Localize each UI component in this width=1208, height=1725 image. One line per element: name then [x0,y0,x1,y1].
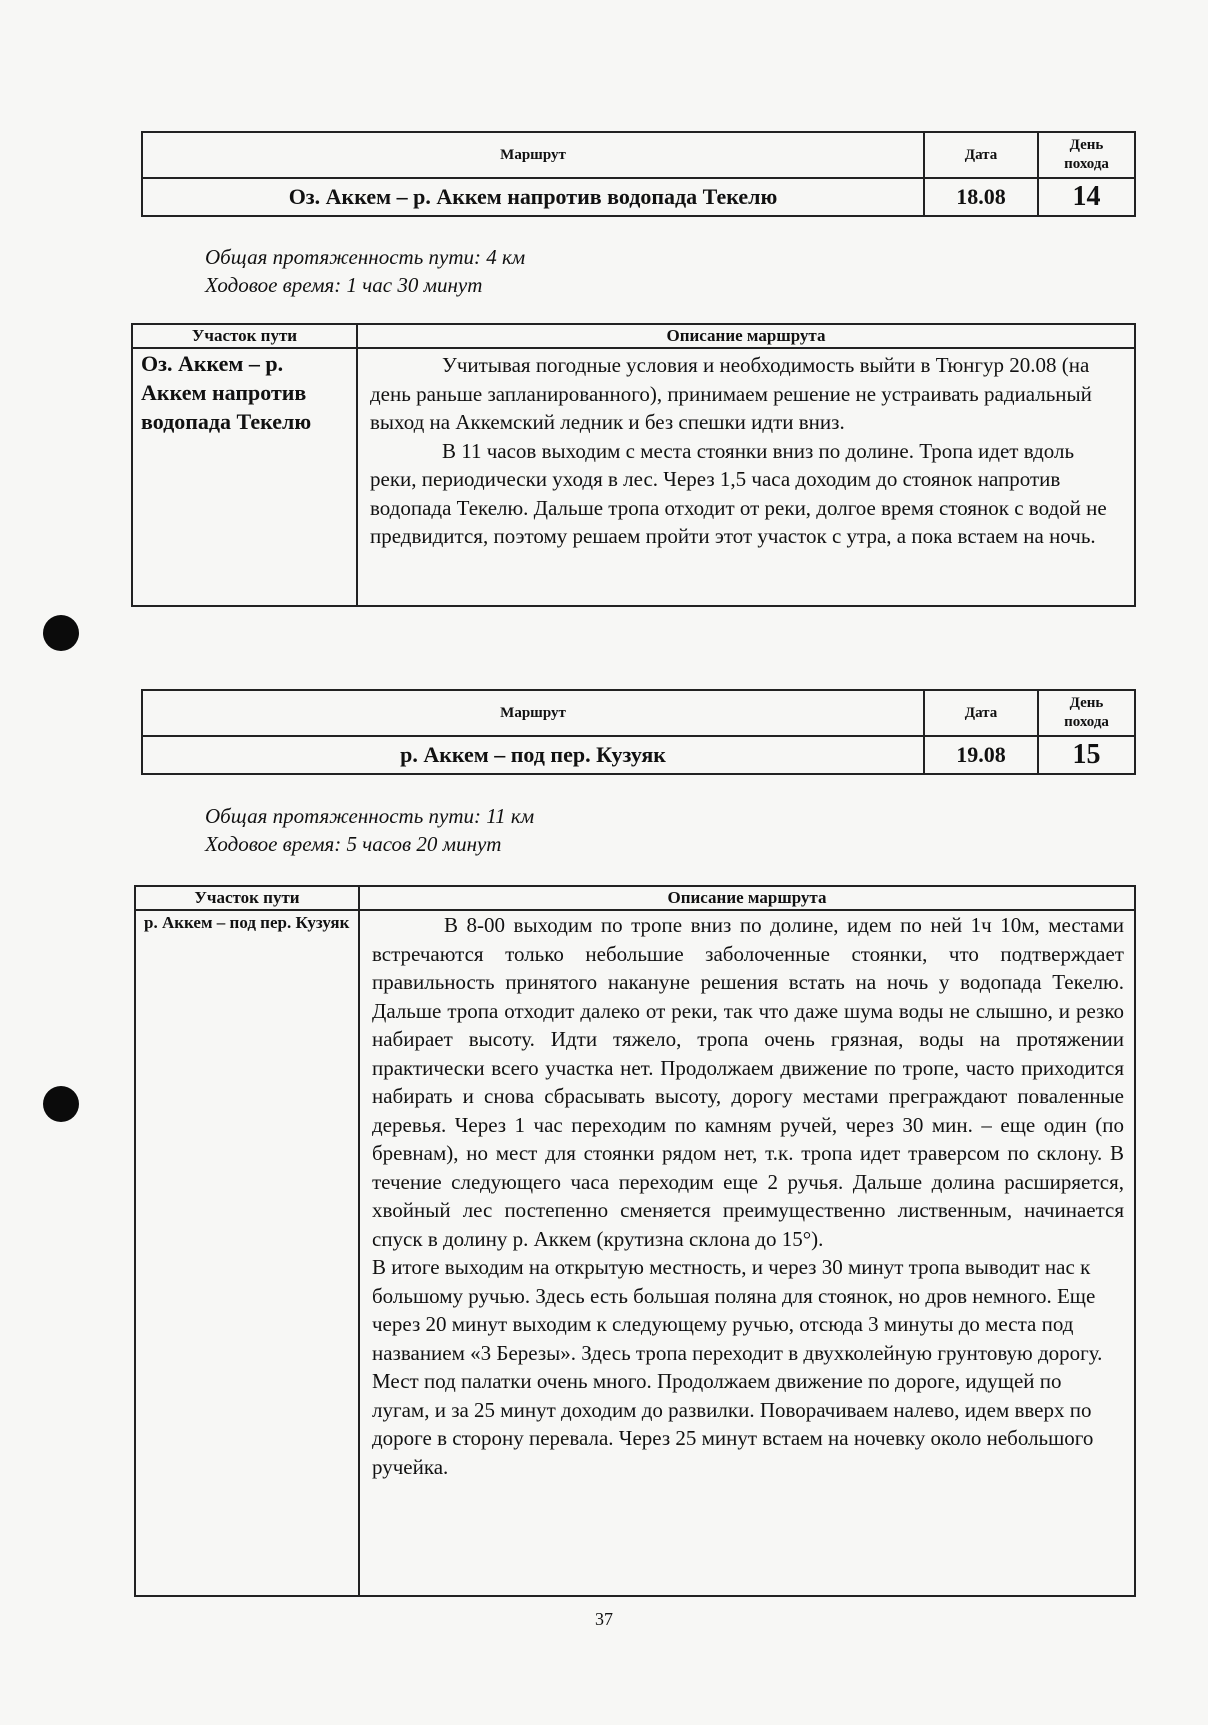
description-paragraph: В итоге выходим на открытую местность, и через 30 минут тропа выводит нас к большому ручью. Здесь есть большая поляна для стоянок, но дров немного. Еще через 20 минут выходим к следующему ручью, отсюда 3 минуты до места под названием «3 Березы». Здесь тропа переходит в двухколейную грунтовую дорогу. Мест под палатки очень много. Продолжаем движение по дороге, идущей по лугам, и за 25 минут доходим до развилки. Поворачиваем налево, идем вверх по дороге в сторону перевала. Через 25 минут встаем на ночевку около небольшого ручейка. [372,1255,1103,1479]
date-column-header: Дата [924,690,1038,736]
route-description-table-day14 [131,323,1136,607]
day-number: 15 [1038,736,1135,774]
route-segment: р. Аккем – под пер. Кузуяк [135,910,359,1596]
route-summary-day15 [205,802,534,858]
binder-hole-lower [43,1086,79,1122]
route-name: Оз. Аккем – р. Аккем напротив водопада Текелю [142,178,924,216]
day-column-header: День похода [1038,690,1135,736]
route-name: р. Аккем – под пер. Кузуяк [142,736,924,774]
walking-time: Ходовое время: 1 час 30 минут [205,273,483,297]
total-distance: Общая протяженность пути: 4 км [205,245,526,269]
description-paragraph: Учитывая погодные условия и необходимость выйти в Тюнгур 20.08 (на день раньше запланированного), принимаем решение не устраивать радиальный выход на Аккемский ледник и без спешки идти вниз. [370,353,1092,434]
route-column-header: Маршрут [142,132,924,178]
route-description [359,910,1135,1596]
segment-column-header: Участок пути [132,324,357,348]
route-date: 18.08 [924,178,1038,216]
description-column-header: Описание маршрута [357,324,1135,348]
total-distance: Общая протяженность пути: 11 км [205,804,535,828]
route-header-table-day15 [141,689,1136,775]
binder-hole-upper [43,615,79,651]
segment-column-header: Участок пути [135,886,359,910]
description-paragraph: В 8-00 выходим по тропе вниз по долине, идем по ней 1ч 10м, местами встречаются только небольшие заболоченные стоянки, что подтверждает правильность принятого накануне решения встать на ночь у водопада Текелю. Дальше тропа отходит далеко от реки, так что даже шума воды не слышно, и резко набирает высоту. Идти тяжело, тропа очень грязная, воды на протяжении практически всего участка нет. Продолжаем движение по тропе, часто приходится набирать и снова сбрасывать высоту, дорогу местами преграждают поваленные деревья. Через 1 час переходим по камням ручей, через 30 мин. – еще один (по бревнам), но мест для стоянки рядом нет, т.к. тропа идет траверсом по склону. В течение следующего часа переходим еще 2 ручья. Дальше долина расширяется, хвойный лес постепенно сменяется преимущественно лиственным, начинается спуск в долину р. Аккем (крутизна склона до 15°). [372,913,1124,1251]
route-description [357,348,1135,606]
description-paragraph: В 11 часов выходим с места стоянки вниз по долине. Тропа идет вдоль реки, периодически уходя в лес. Через 1,5 часа доходим до стоянок напротив водопада Текелю. Дальше тропа отходит от реки, долгое время стоянок с водой не предвидится, поэтому решаем пройти этот участок с утра, а пока встаем на ночь. [370,438,1107,548]
walking-time: Ходовое время: 5 часов 20 минут [205,832,502,856]
route-date: 19.08 [924,736,1038,774]
description-column-header: Описание маршрута [359,886,1135,910]
route-header-table-day14 [141,131,1136,217]
page-number: 37 [595,1609,613,1629]
route-segment: Оз. Аккем – р. Аккем напротив водопада Текелю [132,348,357,606]
day-number: 14 [1038,178,1135,216]
route-column-header: Маршрут [142,690,924,736]
day-column-header: День похода [1038,132,1135,178]
date-column-header: Дата [924,132,1038,178]
route-description-table-day15 [134,885,1136,1597]
route-summary-day14 [205,243,525,299]
